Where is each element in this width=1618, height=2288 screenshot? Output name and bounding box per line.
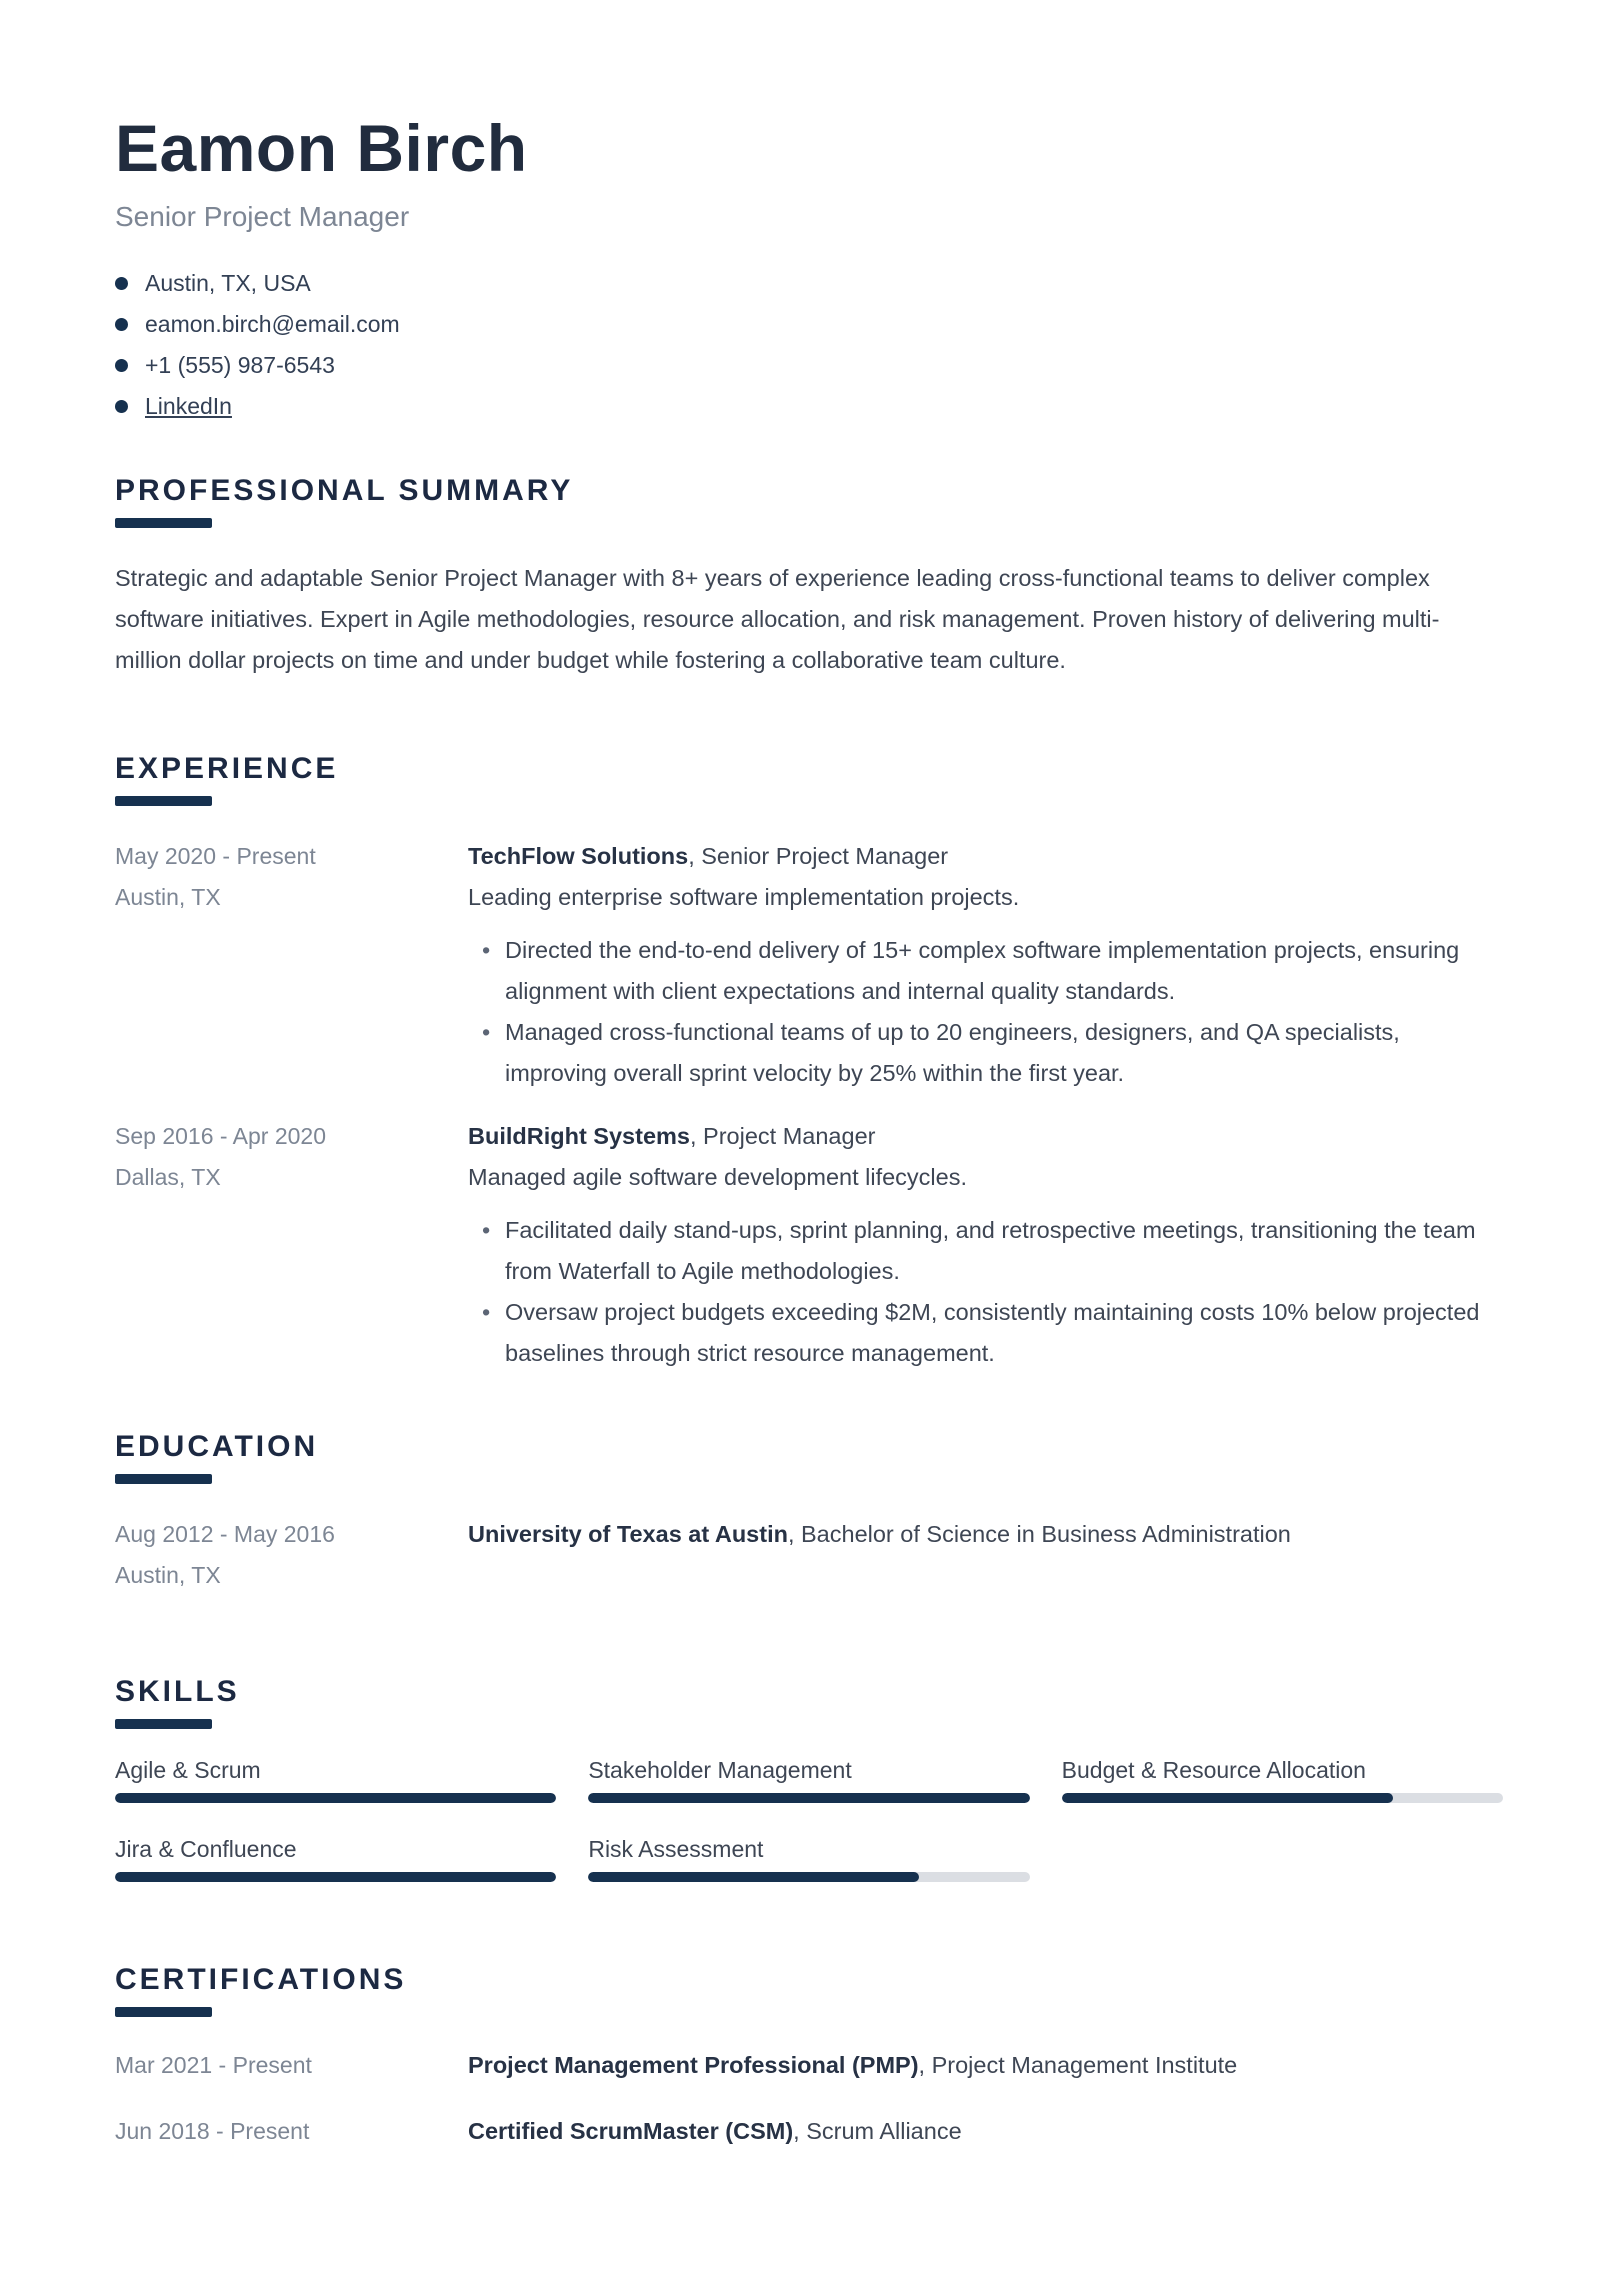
certification-issuer: , Project Management Institute — [918, 2051, 1238, 2078]
summary-paragraph: Strategic and adaptable Senior Project Manager with 8+ years of experience leading cross-functional teams to deliver complex software initiatives. Expert in Agile methodologies, resource allocation, and risk management. Proven history of delivering multi-million dollar projects on time and under budget while fostering a collaborative team culture. — [115, 564, 1440, 673]
certification-name: Certified ScrumMaster (CSM) — [468, 2117, 794, 2144]
accent-bar — [115, 518, 212, 528]
degree-name: , Bachelor of Science in Business Administration — [787, 1520, 1291, 1547]
experience-location: Dallas, TX — [115, 1163, 221, 1190]
contact-location-label: Austin, TX, USA — [145, 269, 311, 296]
certification-entry — [115, 2045, 1503, 2086]
skill-label: Budget & Resource Allocation — [1061, 1756, 1366, 1783]
experience-bullet: • Directed the end-to-end delivery of 15+ complex software implementation projects, ensuring alignment with client expectations and internal quality standards. — [468, 930, 1503, 1012]
experience-description: Leading enterprise software implementation projects. — [468, 883, 1020, 910]
section-skills — [115, 1674, 1503, 1882]
education-entry-body — [468, 1514, 1503, 1596]
skill-progress-track — [1062, 1793, 1503, 1803]
certification-name: Project Management Professional (PMP) — [468, 2051, 919, 2078]
education-dates: Aug 2012 - May 2016 — [115, 1520, 335, 1547]
skill-item — [115, 1829, 556, 1882]
section-education — [115, 1429, 1503, 1596]
certification-body — [468, 2111, 1503, 2152]
experience-bullet-list — [468, 930, 1503, 1094]
accent-bar — [115, 1719, 212, 1729]
experience-description: Managed agile software development lifecycles. — [468, 1163, 967, 1190]
skill-progress-track — [588, 1872, 1029, 1882]
skill-progress-track — [115, 1793, 556, 1803]
section-heading-skills: SKILLS — [115, 1674, 240, 1708]
certification-issuer: , Scrum Alliance — [793, 2117, 962, 2144]
company-name: BuildRight Systems — [468, 1122, 690, 1149]
experience-title-line — [468, 1116, 1503, 1157]
experience-entry-body — [468, 1116, 1503, 1374]
skill-progress-track — [588, 1793, 1029, 1803]
accent-bar — [115, 1474, 212, 1484]
education-location: Austin, TX — [115, 1561, 221, 1588]
bullet-dot-icon — [115, 400, 128, 413]
skills-grid — [115, 1750, 1503, 1882]
school-name: University of Texas at Austin — [468, 1520, 788, 1547]
experience-entry — [115, 1116, 1503, 1374]
skill-progress-fill — [1062, 1793, 1393, 1803]
certification-body — [468, 2045, 1503, 2086]
skill-item — [115, 1750, 556, 1803]
accent-bar — [115, 796, 212, 806]
contact-email-label: eamon.birch@email.com — [145, 310, 400, 337]
section-certifications — [115, 1962, 1503, 2152]
education-title-line — [468, 1514, 1503, 1555]
experience-dates: May 2020 - Present — [115, 842, 316, 869]
experience-entry-meta — [115, 836, 468, 1094]
skill-item — [588, 1750, 1029, 1803]
skill-progress-track — [115, 1872, 556, 1882]
experience-bullet-list — [468, 1210, 1503, 1374]
experience-title-line — [468, 836, 1503, 877]
experience-entry-meta — [115, 1116, 468, 1374]
contact-list — [115, 263, 1503, 427]
contact-phone — [115, 345, 1503, 386]
skill-label: Jira & Confluence — [115, 1835, 297, 1862]
bullet-dot-icon — [115, 277, 128, 290]
section-heading-certifications: CERTIFICATIONS — [115, 1962, 407, 1996]
accent-bar — [115, 2007, 212, 2017]
education-entry — [115, 1514, 1503, 1596]
role-name: , Senior Project Manager — [688, 842, 949, 869]
linkedin-link[interactable]: LinkedIn — [145, 392, 232, 419]
skill-label: Stakeholder Management — [588, 1756, 852, 1783]
skill-label: Risk Assessment — [588, 1835, 764, 1862]
job-title: Senior Project Manager — [115, 200, 410, 232]
section-heading-education: EDUCATION — [115, 1429, 319, 1463]
contact-location — [115, 263, 1503, 304]
role-name: , Project Manager — [689, 1122, 876, 1149]
bullet-dot-icon — [115, 359, 128, 372]
section-heading-experience: EXPERIENCE — [115, 751, 339, 785]
experience-dates: Sep 2016 - Apr 2020 — [115, 1122, 326, 1149]
skill-progress-fill — [588, 1872, 919, 1882]
education-entry-meta — [115, 1514, 468, 1596]
section-professional-summary — [115, 473, 1503, 681]
experience-bullet: • Oversaw project budgets exceeding $2M, consistently maintaining costs 10% below projected baselines through strict resource management. — [468, 1292, 1503, 1374]
certification-dates: Jun 2018 - Present — [115, 2117, 310, 2144]
experience-bullet: • Facilitated daily stand-ups, sprint planning, and retrospective meetings, transitioning the team from Waterfall to Agile methodologies. — [468, 1210, 1503, 1292]
bullet-dot-icon — [115, 318, 128, 331]
skill-label: Agile & Scrum — [115, 1756, 261, 1783]
contact-linkedin — [115, 386, 1503, 427]
contact-email — [115, 304, 1503, 345]
contact-phone-label: +1 (555) 987-6543 — [145, 351, 335, 378]
skill-item — [1062, 1750, 1503, 1803]
skill-item — [588, 1829, 1029, 1882]
skill-progress-fill — [115, 1793, 556, 1803]
company-name: TechFlow Solutions — [468, 842, 689, 869]
skill-progress-fill — [588, 1793, 1029, 1803]
page-title: Eamon Birch — [115, 111, 528, 185]
section-heading-summary: PROFESSIONAL SUMMARY — [115, 473, 574, 507]
experience-bullet: • Managed cross-functional teams of up to 20 engineers, designers, and QA specialists, improving overall sprint velocity by 25% within the first year. — [468, 1012, 1503, 1094]
section-experience — [115, 751, 1503, 1374]
experience-entry-body — [468, 836, 1503, 1094]
certification-entry — [115, 2111, 1503, 2152]
experience-location: Austin, TX — [115, 883, 221, 910]
skill-progress-fill — [115, 1872, 556, 1882]
certification-dates: Mar 2021 - Present — [115, 2051, 312, 2078]
experience-entry — [115, 836, 1503, 1094]
